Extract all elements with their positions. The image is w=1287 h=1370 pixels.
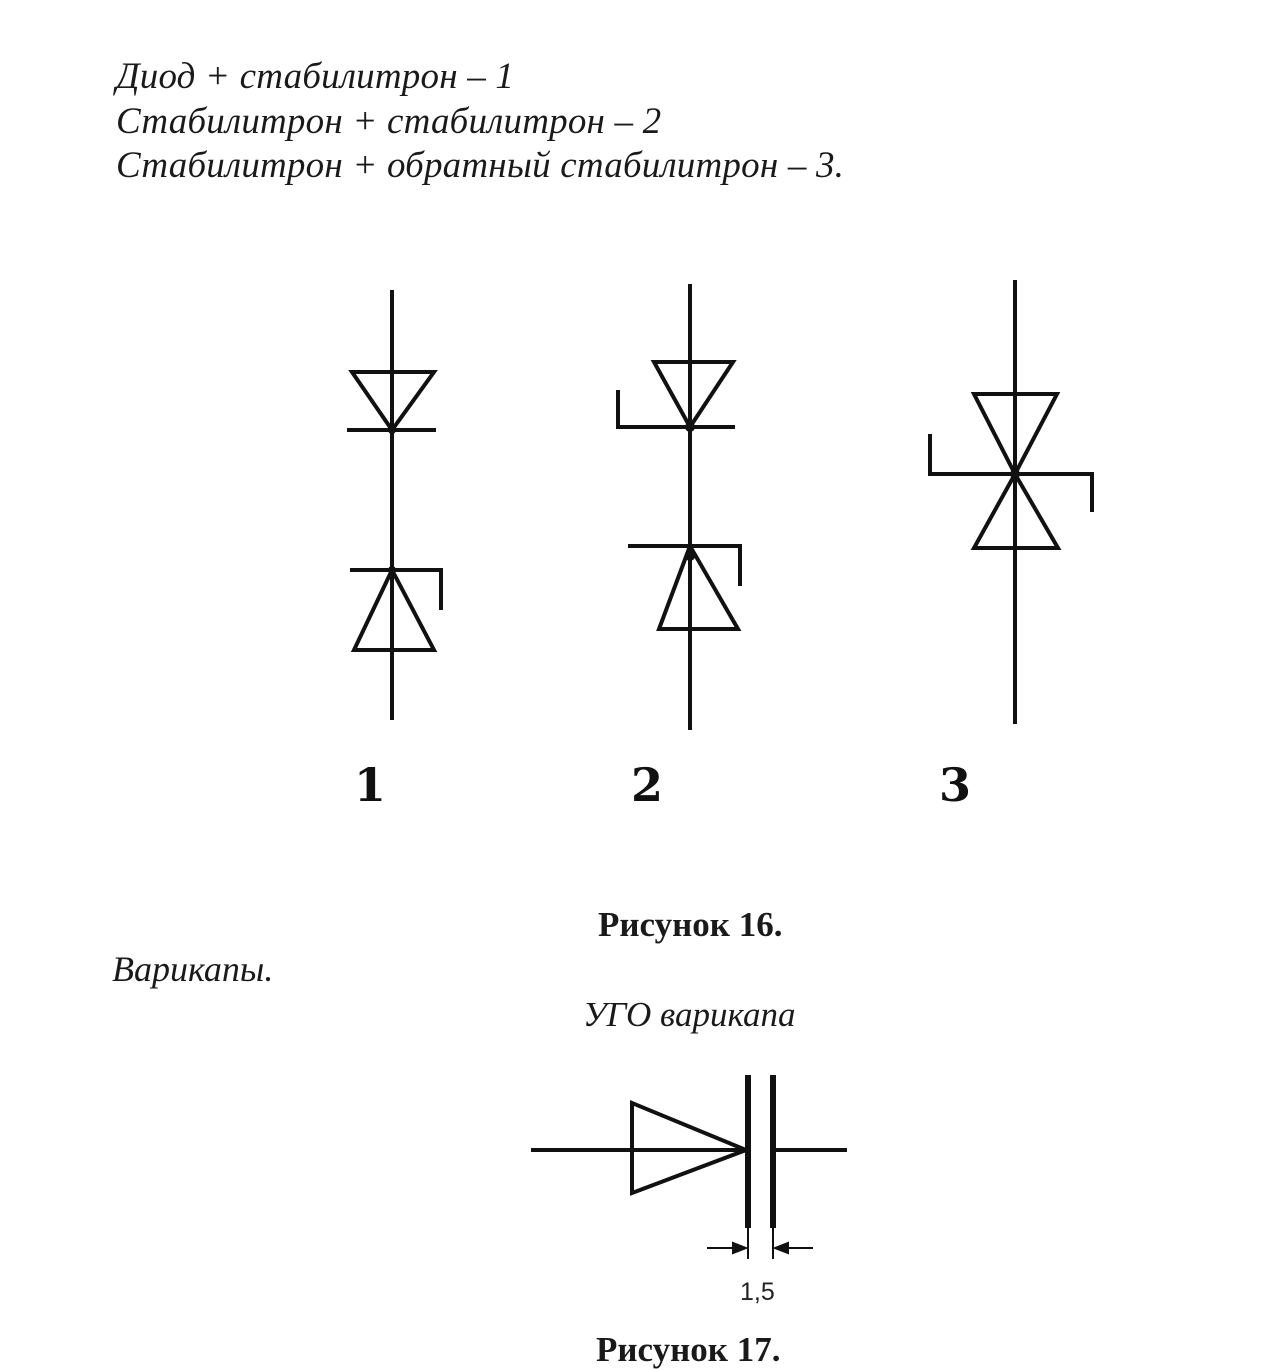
intro-line-3: Стабилитрон + обратный стабилитрон – 3.: [116, 145, 845, 186]
dimension-arrows: [708, 1225, 812, 1258]
intro-line-2: Стабилитрон + стабилитрон – 2: [116, 101, 662, 142]
figure-16-caption: Рисунок 16.: [598, 905, 783, 944]
varicap-symbol: [533, 1078, 845, 1225]
intro-line-1: Диод + стабилитрон – 1: [116, 56, 515, 97]
dimension-label: 1,5: [740, 1278, 775, 1306]
diagram-label-1: 1: [353, 758, 386, 812]
diagram-label-3: 3: [938, 758, 971, 812]
diagram-1-diode-zener: [349, 292, 441, 718]
diagram-label-2: 2: [630, 758, 663, 812]
section-title-varicaps: Варикапы.: [112, 949, 274, 989]
diagram-3-zener-reverse-zener: [930, 282, 1092, 722]
varicap-subcaption: УГО варикапа: [583, 995, 796, 1034]
diagram-2-zener-zener: [618, 286, 740, 728]
figure-17-caption: Рисунок 17.: [596, 1330, 781, 1369]
